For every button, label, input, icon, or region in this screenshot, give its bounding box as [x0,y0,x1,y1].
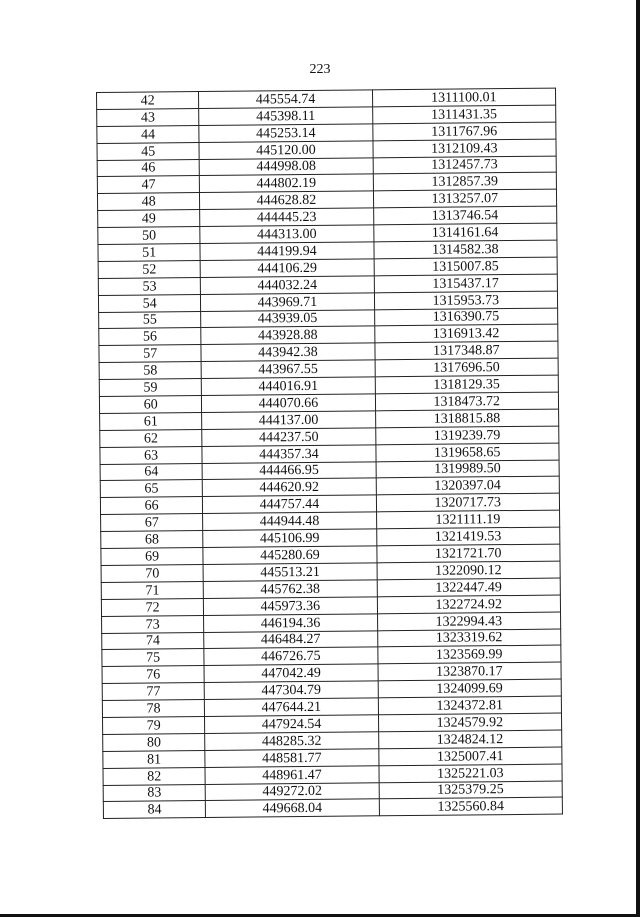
x-coordinate-cell: 444357.34 [202,445,375,464]
x-coordinate-cell: 444313.00 [200,225,373,244]
point-number-cell: 46 [97,159,199,177]
point-number-cell: 84 [103,801,205,819]
x-coordinate-cell: 445973.36 [204,597,377,616]
x-coordinate-cell: 445398.11 [199,107,372,126]
point-number-cell: 83 [103,784,205,802]
x-coordinate-cell: 445253.14 [199,124,372,143]
x-coordinate-cell: 447644.21 [205,698,378,717]
y-coordinate-cell: 1324824.12 [378,730,562,749]
x-coordinate-cell: 443967.55 [201,360,374,379]
y-coordinate-cell: 1325007.41 [378,747,562,766]
y-coordinate-cell: 1324099.69 [378,679,562,698]
point-number-cell: 69 [101,548,203,566]
point-number-cell: 52 [98,260,200,278]
point-number-cell: 48 [97,193,199,211]
x-coordinate-cell: 444998.08 [199,157,372,176]
y-coordinate-cell: 1314161.64 [373,223,557,242]
point-number-cell: 65 [100,480,202,498]
x-coordinate-cell: 444199.94 [200,242,373,261]
x-coordinate-cell: 445554.74 [199,90,372,109]
y-coordinate-cell: 1317696.50 [375,358,559,377]
y-coordinate-cell: 1324579.92 [378,713,562,732]
y-coordinate-cell: 1320717.73 [376,493,560,512]
y-coordinate-cell: 1312457.73 [373,156,557,175]
point-number-cell: 82 [103,767,205,785]
y-coordinate-cell: 1311431.35 [372,105,556,124]
y-coordinate-cell: 1318473.72 [375,392,559,411]
y-coordinate-cell: 1313257.07 [373,189,557,208]
point-number-cell: 79 [103,716,205,734]
x-coordinate-cell: 443942.38 [201,343,374,362]
x-coordinate-cell: 443969.71 [201,293,374,312]
point-number-cell: 54 [98,294,200,312]
y-coordinate-cell: 1325379.25 [379,781,563,800]
point-number-cell: 51 [98,244,200,262]
x-coordinate-cell: 449668.04 [206,799,379,818]
y-coordinate-cell: 1323569.99 [377,645,561,664]
x-coordinate-cell: 444237.50 [202,428,375,447]
x-coordinate-cell: 447304.79 [205,681,378,700]
x-coordinate-cell: 444137.00 [202,411,375,430]
y-coordinate-cell: 1323319.62 [377,629,561,648]
point-number-cell: 49 [98,210,200,228]
y-coordinate-cell: 1315007.85 [374,257,558,276]
point-number-cell: 76 [102,666,204,684]
x-coordinate-cell: 443939.05 [201,309,374,328]
x-coordinate-cell: 444016.91 [202,377,375,396]
x-coordinate-cell: 448285.32 [205,732,378,751]
y-coordinate-cell: 1320397.04 [376,477,560,496]
point-number-cell: 57 [99,345,201,363]
x-coordinate-cell: 448581.77 [205,749,378,768]
y-coordinate-cell: 1311100.01 [372,88,556,107]
coordinate-table [96,88,563,820]
point-number-cell: 73 [102,615,204,633]
x-coordinate-cell: 444757.44 [203,495,376,514]
y-coordinate-cell: 1321111.19 [376,510,560,529]
x-coordinate-cell: 444106.29 [200,259,373,278]
point-number-cell: 50 [98,227,200,245]
point-number-cell: 44 [97,125,199,143]
y-coordinate-cell: 1325560.84 [379,797,563,816]
point-number-cell: 80 [103,733,205,751]
y-coordinate-cell: 1314582.38 [374,240,558,259]
point-number-cell: 62 [100,429,202,447]
y-coordinate-cell: 1311767.96 [372,122,556,141]
point-number-cell: 70 [101,564,203,582]
point-number-cell: 56 [99,328,201,346]
y-coordinate-cell: 1321721.70 [376,544,560,563]
x-coordinate-cell: 444445.23 [200,208,373,227]
x-coordinate-cell: 444032.24 [201,276,374,295]
scan-edge-right [636,0,640,917]
y-coordinate-cell: 1324372.81 [378,696,562,715]
y-coordinate-cell: 1317348.87 [375,341,559,360]
y-coordinate-cell: 1318129.35 [375,375,559,394]
x-coordinate-cell: 446484.27 [204,630,377,649]
point-number-cell: 59 [99,379,201,397]
y-coordinate-cell: 1316913.42 [374,325,558,344]
y-coordinate-cell: 1315437.17 [374,274,558,293]
point-number-cell: 43 [97,108,199,126]
x-coordinate-cell: 445120.00 [199,141,372,160]
y-coordinate-cell: 1312109.43 [373,139,557,158]
point-number-cell: 68 [101,531,203,549]
x-coordinate-cell: 444466.95 [202,461,375,480]
point-number-cell: 45 [97,142,199,160]
y-coordinate-cell: 1312857.39 [373,173,557,192]
x-coordinate-cell: 443928.88 [201,326,374,345]
point-number-cell: 72 [101,598,203,616]
x-coordinate-cell: 445106.99 [203,529,376,548]
point-number-cell: 61 [100,412,202,430]
point-number-cell: 42 [97,92,199,110]
y-coordinate-cell: 1322447.49 [377,578,561,597]
x-coordinate-cell: 446194.36 [204,613,377,632]
x-coordinate-cell: 444944.48 [203,512,376,531]
point-number-cell: 81 [103,750,205,768]
x-coordinate-cell: 445513.21 [203,563,376,582]
x-coordinate-cell: 447924.54 [205,715,378,734]
y-coordinate-cell: 1315953.73 [374,291,558,310]
point-number-cell: 47 [97,176,199,194]
y-coordinate-cell: 1323870.17 [378,662,562,681]
point-number-cell: 77 [102,683,204,701]
point-number-cell: 63 [100,446,202,464]
point-number-cell: 64 [100,463,202,481]
y-coordinate-cell: 1322090.12 [377,561,561,580]
x-coordinate-cell: 445762.38 [204,580,377,599]
x-coordinate-cell: 445280.69 [203,546,376,565]
point-number-cell: 75 [102,649,204,667]
y-coordinate-cell: 1319239.79 [375,426,559,445]
point-number-cell: 74 [102,632,204,650]
x-coordinate-cell: 446726.75 [204,647,377,666]
y-coordinate-cell: 1325221.03 [379,764,563,783]
y-coordinate-cell: 1322724.92 [377,595,561,614]
x-coordinate-cell: 444628.82 [200,191,373,210]
y-coordinate-cell: 1321419.53 [376,527,560,546]
x-coordinate-cell: 444802.19 [200,174,373,193]
point-number-cell: 55 [99,311,201,329]
x-coordinate-cell: 444620.92 [203,478,376,497]
table-row [103,797,562,818]
point-number-cell: 60 [99,396,201,414]
x-coordinate-cell: 448961.47 [205,765,378,784]
y-coordinate-cell: 1316390.75 [374,308,558,327]
point-number-cell: 58 [99,362,201,380]
x-coordinate-cell: 444070.66 [202,394,375,413]
point-number-cell: 66 [100,497,202,515]
coordinate-table-body [97,88,563,819]
point-number-cell: 67 [101,514,203,532]
x-coordinate-cell: 447042.49 [204,664,377,683]
y-coordinate-cell: 1319989.50 [376,460,560,479]
x-coordinate-cell: 449272.02 [205,782,378,801]
y-coordinate-cell: 1313746.54 [373,206,557,225]
y-coordinate-cell: 1322994.43 [377,612,561,631]
point-number-cell: 53 [98,277,200,295]
y-coordinate-cell: 1319658.65 [375,443,559,462]
page-number: 223 [309,62,331,77]
point-number-cell: 78 [102,700,204,718]
y-coordinate-cell: 1318815.88 [375,409,559,428]
point-number-cell: 71 [101,581,203,599]
